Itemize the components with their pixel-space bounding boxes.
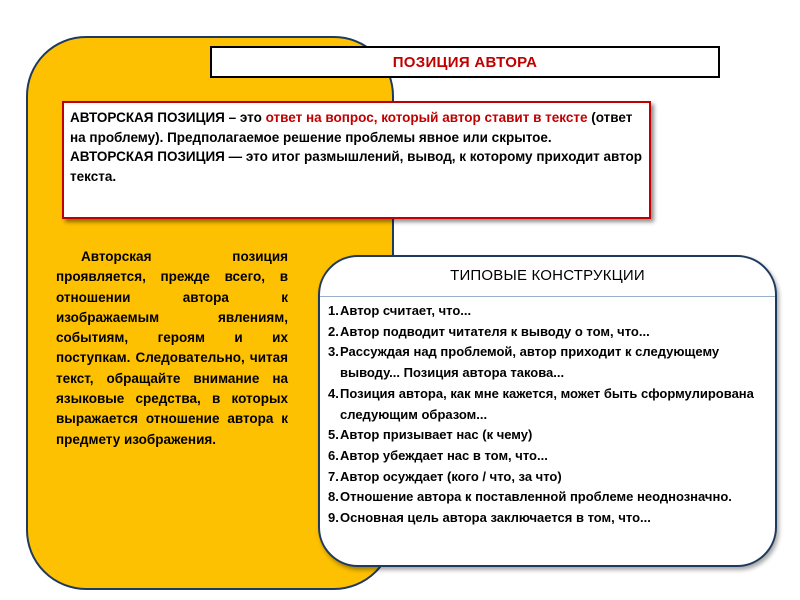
list-item-text: Автор подводит читателя к выводу о том, что... [340, 323, 650, 339]
list-item [328, 508, 758, 529]
list-item-text: Автор осуждает (кого / что, за что) [340, 468, 562, 484]
definition-lead: АВТОРСКАЯ ПОЗИЦИЯ – это [70, 110, 266, 125]
list-item-number: 5. [328, 427, 339, 443]
list-item [328, 342, 758, 383]
author-position-explanation: Авторская позиция проявляется, прежде всего, в отношении автора к изображаемым явлениям, событиям, героям и их поступкам. Следовательно, читая текст, обращайте внимание на языковые средства, в которых выражается отношение автора к предмету изображения. [56, 249, 288, 447]
typical-constructions-box [318, 255, 777, 567]
list-item-number: 4. [328, 385, 339, 401]
definition-tail: (ответ на проблему). Предполагаемое решение проблемы явное или скрытое. [70, 110, 633, 145]
list-item-number: 9. [328, 510, 339, 526]
list-item [328, 322, 758, 343]
list-item [328, 487, 758, 508]
list-item [328, 301, 758, 322]
list-item-text: Автор считает, что... [340, 303, 472, 318]
list-item-number: 7. [328, 468, 339, 484]
list-item-number: 3. [328, 344, 339, 360]
typical-constructions-title: ТИПОВЫЕ КОНСТРУКЦИИ [450, 267, 645, 284]
list-item [328, 425, 758, 446]
definition-box [62, 101, 651, 219]
typical-constructions-list [328, 301, 758, 529]
list-item-text: Основная цель автора заключается в том, что... [340, 510, 651, 526]
list-item-number: 1. [328, 303, 339, 318]
definition-paragraph-2: АВТОРСКАЯ ПОЗИЦИЯ — это итог размышлений, вывод, к которому приходит автор текста. [70, 149, 643, 184]
list-item-number: 6. [328, 447, 339, 463]
list-item-number: 2. [328, 323, 339, 339]
list-item-number: 8. [328, 489, 339, 505]
list-item-text: Отношение автора к поставленной проблеме неоднозначно. [340, 489, 732, 505]
list-item-text: Рассуждая над проблемой, автор приходит к следующему выводу... Позиция автора такова... [340, 344, 720, 381]
list-item-text: Автор призывает нас (к чему) [340, 427, 533, 443]
list-item [328, 384, 758, 425]
list-item-text: Автор убеждает нас в том, что... [340, 447, 548, 463]
list-item-text: Позиция автора, как мне кажется, может быть сформулирована следующим образом... [340, 385, 754, 422]
list-item [328, 446, 758, 467]
definition-paragraph-1 [70, 108, 643, 147]
page-title: ПОЗИЦИЯ АВТОРА [210, 46, 720, 78]
title-divider [320, 296, 775, 297]
definition-highlight: ответ на вопрос, который автор ставит в тексте [265, 110, 588, 125]
list-item [328, 467, 758, 488]
